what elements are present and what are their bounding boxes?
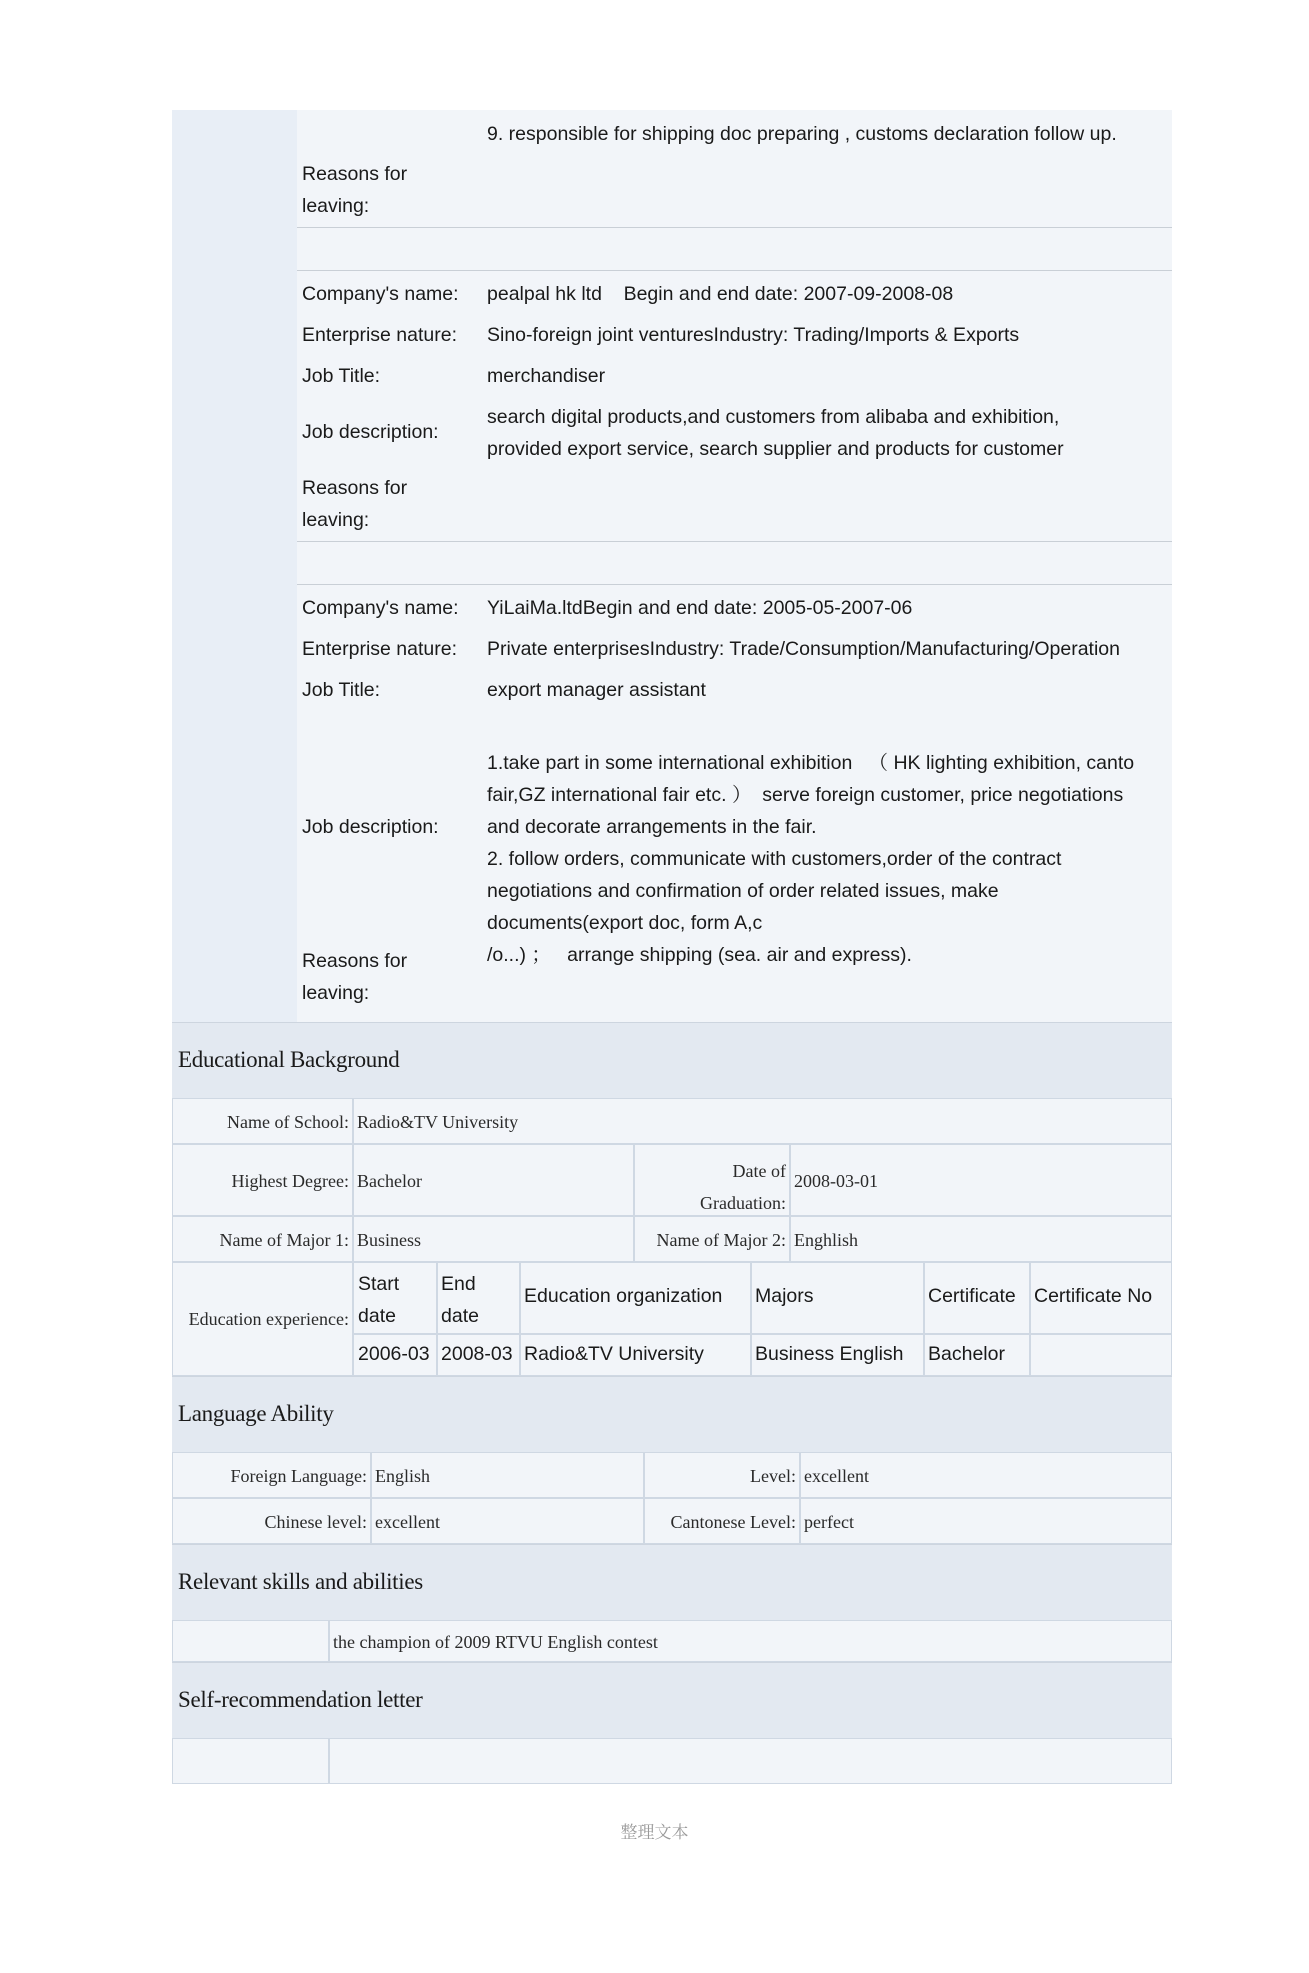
- level-label: Level:: [750, 1466, 796, 1486]
- grad-label-line1: Date of: [732, 1161, 786, 1181]
- language-heading: [172, 1376, 1172, 1454]
- company-label: Company's name:: [302, 283, 459, 305]
- desc-line: documents(export doc, form A,c: [487, 912, 763, 934]
- letter-value-cell: [329, 1738, 1172, 1784]
- desc-line: 1.take part in some international exhibition （ HK lighting exhibition, canto: [487, 752, 1135, 774]
- nature-value: Private enterprisesIndustry: Trade/Consumption/Manufacturing/Operation: [487, 638, 1120, 660]
- major1-value-cell: [353, 1216, 634, 1262]
- footer-text: 整理文本: [620, 1823, 689, 1843]
- school-label: Name of School:: [227, 1112, 349, 1132]
- foreign-label-cell: [172, 1452, 371, 1498]
- company-value: YiLaiMa.ltdBegin and end date: 2005-05-2007-06: [487, 597, 913, 619]
- exp-end-value: 2008-03: [441, 1343, 513, 1365]
- school-value-cell: [353, 1098, 1172, 1144]
- letter-label-cell: [172, 1738, 329, 1784]
- grad-label-line2: Graduation:: [700, 1193, 786, 1213]
- exp-row-org: [520, 1334, 751, 1376]
- nature-label: Enterprise nature:: [302, 638, 458, 660]
- skills-heading: [172, 1544, 1172, 1622]
- exp-header-majors-text: Majors: [755, 1285, 814, 1307]
- work-body: [297, 110, 1172, 1024]
- desc-line: and decorate arrangements in the fair.: [487, 816, 817, 838]
- reasons-label: [302, 158, 482, 222]
- desc-label: Job description:: [302, 421, 439, 443]
- title-value: merchandiser: [487, 365, 606, 387]
- degree-label-cell: [172, 1144, 353, 1216]
- major1-value: Business: [357, 1230, 422, 1250]
- major2-value: Enghlish: [794, 1230, 859, 1250]
- level-value-cell: [800, 1452, 1172, 1498]
- chinese-value: excellent: [375, 1512, 440, 1532]
- exp-header-cert: [924, 1262, 1030, 1334]
- foreign-value: English: [375, 1466, 431, 1486]
- exp-start-value: 2006-03: [358, 1343, 430, 1365]
- major1-label: Name of Major 1:: [219, 1230, 349, 1250]
- desc-value: [487, 401, 1177, 465]
- exp-row-end: [437, 1334, 520, 1376]
- work-experience-section: [172, 110, 1172, 1024]
- title-label: Job Title:: [302, 679, 381, 701]
- exp-label-cell: [172, 1262, 353, 1376]
- work-gutter: [172, 110, 297, 1024]
- title-label: Job Title:: [302, 365, 381, 387]
- exp-row-majors: [751, 1334, 924, 1376]
- work-top-line: 9. responsible for shipping doc preparing , customs declaration follow up.: [487, 123, 1117, 145]
- exp-header-end: [437, 1262, 520, 1334]
- reasons-label-line1: Reasons for: [302, 163, 408, 185]
- exp-header-majors: [751, 1262, 924, 1334]
- chinese-label: Chinese level:: [264, 1512, 367, 1532]
- desc-line: negotiations and confirmation of order related issues, make: [487, 880, 999, 902]
- skills-heading-text: Relevant skills and abilities: [178, 1569, 423, 1594]
- title-value: export manager assistant: [487, 679, 706, 701]
- grad-value-cell: [790, 1144, 1172, 1216]
- reasons-label-line1: Reasons for: [302, 950, 408, 972]
- letter-heading-text: Self-recommendation letter: [178, 1687, 423, 1712]
- divider: [297, 227, 1172, 228]
- exp-header-end-line1: End: [441, 1273, 476, 1295]
- reasons-label-line2: leaving:: [302, 195, 370, 217]
- grad-label: [700, 1155, 786, 1219]
- desc-line: provided export service, search supplier and products for customer: [487, 438, 1064, 460]
- cantonese-label-cell: [644, 1498, 800, 1544]
- letter-heading: [172, 1662, 1172, 1740]
- desc-line: search digital products,and customers from alibaba and exhibition,: [487, 406, 1060, 428]
- grad-date: 2008-03-01: [794, 1171, 878, 1191]
- reasons-label: [302, 472, 482, 536]
- education-heading: [172, 1022, 1172, 1100]
- exp-header-cert-no: [1030, 1262, 1172, 1334]
- school-label-cell: [172, 1098, 353, 1144]
- exp-row-cert-no: [1030, 1334, 1172, 1376]
- major2-value-cell: [790, 1216, 1172, 1262]
- education-heading-text: Educational Background: [178, 1047, 400, 1072]
- divider: [297, 584, 1172, 585]
- desc-line: fair,GZ international fair etc. ） serve foreign customer, price negotiations: [487, 784, 1124, 806]
- reasons-label: [302, 945, 482, 1009]
- exp-header-start: [353, 1262, 437, 1334]
- foreign-value-cell: [371, 1452, 644, 1498]
- exp-row-cert: [924, 1334, 1030, 1376]
- exp-header-org: [520, 1262, 751, 1334]
- exp-header-end-line2: date: [441, 1305, 479, 1327]
- exp-org-value: Radio&TV University: [524, 1343, 704, 1365]
- degree-value: Bachelor: [357, 1171, 422, 1191]
- major2-label: Name of Major 2:: [656, 1230, 786, 1250]
- skills-label-cell: [172, 1620, 329, 1662]
- divider: [297, 270, 1172, 271]
- nature-label: Enterprise nature:: [302, 324, 458, 346]
- foreign-label: Foreign Language:: [230, 1466, 367, 1486]
- cantonese-value: perfect: [804, 1512, 854, 1532]
- degree-label: Highest Degree:: [231, 1171, 349, 1191]
- exp-label: Education experience:: [188, 1309, 349, 1329]
- desc-line: /o...) ； arrange shipping (sea. air and express).: [487, 944, 912, 966]
- desc-line: 2. follow orders, communicate with customers,order of the contract: [487, 848, 1062, 870]
- exp-cert-value: Bachelor: [928, 1343, 1005, 1365]
- exp-header-start-line2: date: [358, 1305, 396, 1327]
- cantonese-label: Cantonese Level:: [670, 1512, 796, 1532]
- language-heading-text: Language Ability: [178, 1401, 334, 1426]
- exp-majors-value: Business English: [755, 1343, 904, 1365]
- chinese-label-cell: [172, 1498, 371, 1544]
- major2-label-cell: [634, 1216, 790, 1262]
- exp-header-cert-text: Certificate: [928, 1285, 1016, 1307]
- company-label: Company's name:: [302, 597, 459, 619]
- exp-header-cert-no-text: Certificate No: [1034, 1285, 1153, 1307]
- major1-label-cell: [172, 1216, 353, 1262]
- exp-header-org-text: Education organization: [524, 1285, 723, 1307]
- reasons-label-line2: leaving:: [302, 982, 370, 1004]
- desc-label: Job description:: [302, 816, 439, 838]
- degree-value-cell: [353, 1144, 634, 1216]
- chinese-value-cell: [371, 1498, 644, 1544]
- level-value: excellent: [804, 1466, 869, 1486]
- company-value: pealpal hk ltd Begin and end date: 2007-09-2008-08: [487, 283, 954, 305]
- skills-text: the champion of 2009 RTVU English contest: [333, 1632, 658, 1652]
- level-label-cell: [644, 1452, 800, 1498]
- desc-value: [487, 715, 1177, 971]
- exp-row-start: [353, 1334, 437, 1376]
- grad-label-cell: [634, 1144, 790, 1216]
- skills-value-cell: [329, 1620, 1172, 1662]
- reasons-label-line1: Reasons for: [302, 477, 408, 499]
- exp-header-start-line1: Start: [358, 1273, 400, 1295]
- school-value: Radio&TV University: [357, 1112, 519, 1132]
- nature-value: Sino-foreign joint venturesIndustry: Trading/Imports & Exports: [487, 324, 1020, 346]
- reasons-label-line2: leaving:: [302, 509, 370, 531]
- cantonese-value-cell: [800, 1498, 1172, 1544]
- divider: [297, 541, 1172, 542]
